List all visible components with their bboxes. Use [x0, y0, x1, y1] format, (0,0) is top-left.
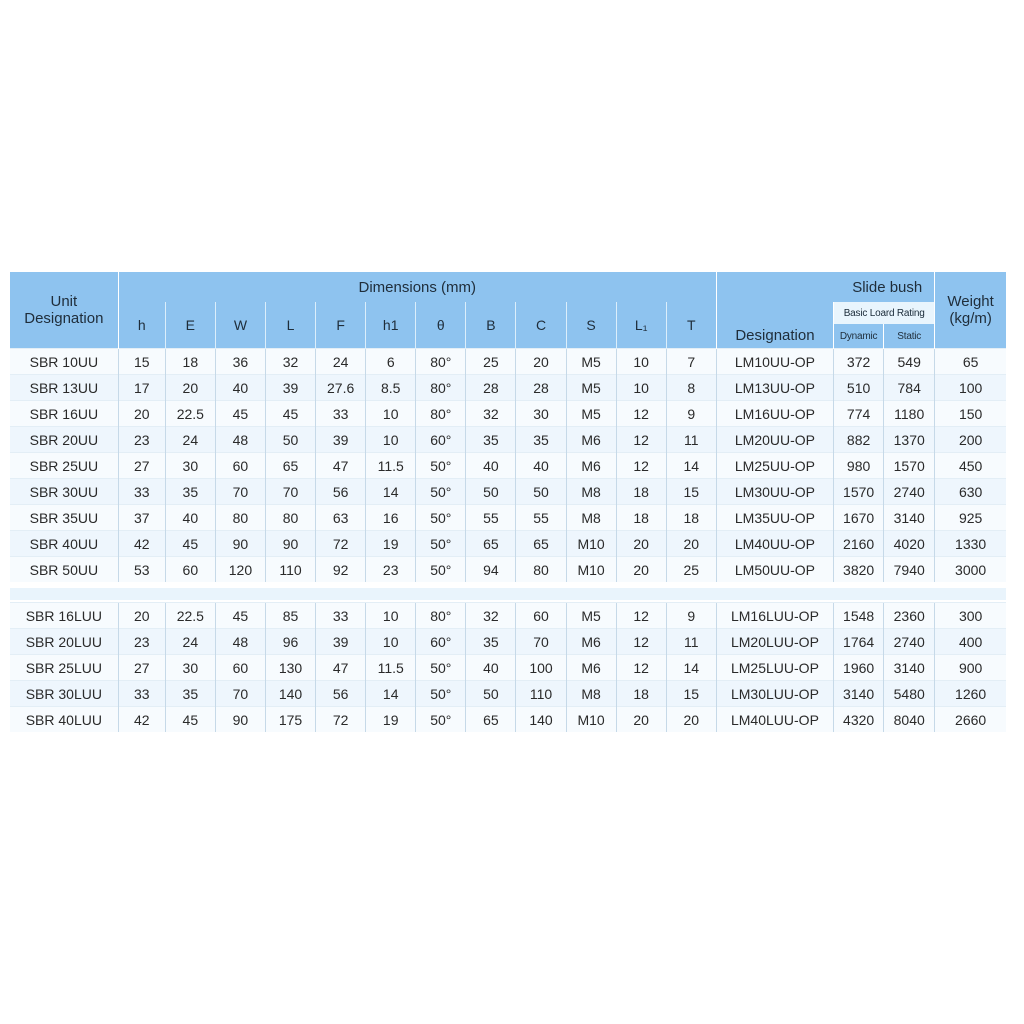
- f-cell: 39: [316, 427, 366, 453]
- l-cell: 80: [265, 505, 315, 531]
- designation-cell: LM35UU-OP: [716, 505, 833, 531]
- static-cell: 549: [884, 349, 935, 375]
- h-cell: 37: [118, 505, 165, 531]
- table-row: [10, 681, 1006, 707]
- t-cell: 9: [666, 603, 716, 629]
- l1-cell: 12: [616, 453, 666, 479]
- c-cell: 35: [516, 427, 566, 453]
- b-cell: 25: [466, 349, 516, 375]
- dynamic-cell: 2160: [834, 531, 884, 557]
- table-row: [10, 531, 1006, 557]
- l-cell: 130: [265, 655, 315, 681]
- s-cell: M5: [566, 401, 616, 427]
- dimensions-header: Dimensions (mm): [118, 272, 716, 302]
- group-gap-cell: [10, 582, 1006, 603]
- unit-cell: SBR 30LUU: [10, 681, 118, 707]
- s-cell: M10: [566, 557, 616, 583]
- unit-cell: SBR 20UU: [10, 427, 118, 453]
- w-cell: 80: [215, 505, 265, 531]
- w-cell: 70: [215, 479, 265, 505]
- l-cell: 39: [265, 375, 315, 401]
- f-cell: 92: [316, 557, 366, 583]
- table-row: [10, 557, 1006, 583]
- t-cell: 14: [666, 655, 716, 681]
- h1-cell: 10: [366, 401, 416, 427]
- weight-cell: 300: [935, 603, 1006, 629]
- t-cell: 25: [666, 557, 716, 583]
- designation-cell: LM20UU-OP: [716, 427, 833, 453]
- unit-cell: SBR 10UU: [10, 349, 118, 375]
- table-row: [10, 707, 1006, 733]
- weight-cell: 65: [935, 349, 1006, 375]
- h-cell: 53: [118, 557, 165, 583]
- dynamic-cell: 4320: [834, 707, 884, 733]
- h1-cell: 14: [366, 479, 416, 505]
- slide-bush-header: Slide bush: [716, 272, 934, 302]
- c-cell: 40: [516, 453, 566, 479]
- c-cell: 65: [516, 531, 566, 557]
- b-cell: 50: [466, 681, 516, 707]
- dynamic-cell: 1548: [834, 603, 884, 629]
- dynamic-cell: 3140: [834, 681, 884, 707]
- w-cell: 36: [215, 349, 265, 375]
- dynamic-header: Dynamic: [834, 324, 884, 349]
- h-cell: 15: [118, 349, 165, 375]
- w-cell: 120: [215, 557, 265, 583]
- e-cell: 45: [165, 707, 215, 733]
- e-cell: 22.5: [165, 401, 215, 427]
- b-cell: 40: [466, 453, 516, 479]
- b-cell: 55: [466, 505, 516, 531]
- col-l1-header: L₁: [616, 302, 666, 349]
- e-cell: 24: [165, 427, 215, 453]
- col-b-header: B: [466, 302, 516, 349]
- l1-cell: 20: [616, 707, 666, 733]
- e-cell: 60: [165, 557, 215, 583]
- spec-table: [10, 272, 1006, 732]
- theta-cell: 50°: [416, 531, 466, 557]
- col-h-header: h: [118, 302, 165, 349]
- s-cell: M10: [566, 531, 616, 557]
- unit-cell: SBR 25LUU: [10, 655, 118, 681]
- table-body: [10, 349, 1006, 733]
- designation-cell: LM25UU-OP: [716, 453, 833, 479]
- h1-cell: 10: [366, 427, 416, 453]
- h-cell: 27: [118, 453, 165, 479]
- h-cell: 20: [118, 401, 165, 427]
- l-cell: 175: [265, 707, 315, 733]
- unit-designation-line2: Designation: [24, 310, 104, 327]
- weight-cell: 200: [935, 427, 1006, 453]
- b-cell: 28: [466, 375, 516, 401]
- h1-cell: 16: [366, 505, 416, 531]
- designation-cell: LM30UU-OP: [716, 479, 833, 505]
- static-cell: 3140: [884, 505, 935, 531]
- unit-cell: SBR 13UU: [10, 375, 118, 401]
- table-row: [10, 655, 1006, 681]
- e-cell: 20: [165, 375, 215, 401]
- f-cell: 27.6: [316, 375, 366, 401]
- unit-cell: SBR 35UU: [10, 505, 118, 531]
- h1-cell: 14: [366, 681, 416, 707]
- static-cell: 1370: [884, 427, 935, 453]
- e-cell: 35: [165, 479, 215, 505]
- c-cell: 50: [516, 479, 566, 505]
- weight-cell: 630: [935, 479, 1006, 505]
- theta-cell: 50°: [416, 453, 466, 479]
- f-cell: 72: [316, 707, 366, 733]
- h1-cell: 19: [366, 531, 416, 557]
- c-cell: 110: [516, 681, 566, 707]
- static-cell: 3140: [884, 655, 935, 681]
- dynamic-cell: 1764: [834, 629, 884, 655]
- static-cell: 1570: [884, 453, 935, 479]
- unit-cell: SBR 20LUU: [10, 629, 118, 655]
- s-cell: M10: [566, 707, 616, 733]
- unit-cell: SBR 16UU: [10, 401, 118, 427]
- theta-cell: 80°: [416, 349, 466, 375]
- dynamic-cell: 980: [834, 453, 884, 479]
- unit-cell: SBR 40UU: [10, 531, 118, 557]
- designation-cell: LM13UU-OP: [716, 375, 833, 401]
- weight-cell: 100: [935, 375, 1006, 401]
- h-cell: 42: [118, 707, 165, 733]
- theta-cell: 50°: [416, 557, 466, 583]
- h-cell: 23: [118, 629, 165, 655]
- f-cell: 56: [316, 681, 366, 707]
- t-cell: 9: [666, 401, 716, 427]
- h1-cell: 8.5: [366, 375, 416, 401]
- static-cell: 1180: [884, 401, 935, 427]
- b-cell: 94: [466, 557, 516, 583]
- col-t-header: T: [666, 302, 716, 349]
- w-cell: 70: [215, 681, 265, 707]
- t-cell: 11: [666, 629, 716, 655]
- weight-line1: Weight: [947, 293, 994, 310]
- dynamic-cell: 882: [834, 427, 884, 453]
- l1-cell: 12: [616, 655, 666, 681]
- static-cell: 5480: [884, 681, 935, 707]
- l-cell: 96: [265, 629, 315, 655]
- w-cell: 90: [215, 707, 265, 733]
- c-cell: 20: [516, 349, 566, 375]
- weight-cell: 2660: [935, 707, 1006, 733]
- designation-header: Designation: [716, 302, 833, 349]
- h1-cell: 11.5: [366, 655, 416, 681]
- t-cell: 7: [666, 349, 716, 375]
- e-cell: 35: [165, 681, 215, 707]
- unit-cell: SBR 40LUU: [10, 707, 118, 733]
- c-cell: 28: [516, 375, 566, 401]
- unit-designation-line1: Unit: [50, 293, 78, 310]
- col-w-header: W: [215, 302, 265, 349]
- w-cell: 48: [215, 629, 265, 655]
- t-cell: 11: [666, 427, 716, 453]
- f-cell: 56: [316, 479, 366, 505]
- static-cell: 7940: [884, 557, 935, 583]
- b-cell: 35: [466, 427, 516, 453]
- s-cell: M6: [566, 655, 616, 681]
- c-cell: 70: [516, 629, 566, 655]
- dynamic-cell: 1570: [834, 479, 884, 505]
- col-theta-header: θ: [416, 302, 466, 349]
- col-l-header: L: [265, 302, 315, 349]
- theta-cell: 80°: [416, 603, 466, 629]
- l1-cell: 18: [616, 479, 666, 505]
- col-h1-header: h1: [366, 302, 416, 349]
- theta-cell: 50°: [416, 655, 466, 681]
- f-cell: 72: [316, 531, 366, 557]
- t-cell: 15: [666, 479, 716, 505]
- table-header: [10, 272, 1006, 349]
- s-cell: M5: [566, 603, 616, 629]
- l-cell: 110: [265, 557, 315, 583]
- weight-cell: 400: [935, 629, 1006, 655]
- w-cell: 40: [215, 375, 265, 401]
- l1-cell: 18: [616, 681, 666, 707]
- h-cell: 23: [118, 427, 165, 453]
- l-cell: 65: [265, 453, 315, 479]
- l1-cell: 10: [616, 375, 666, 401]
- table-row: [10, 453, 1006, 479]
- e-cell: 30: [165, 655, 215, 681]
- unit-cell: SBR 25UU: [10, 453, 118, 479]
- theta-cell: 50°: [416, 707, 466, 733]
- w-cell: 60: [215, 453, 265, 479]
- theta-cell: 60°: [416, 629, 466, 655]
- l-cell: 85: [265, 603, 315, 629]
- t-cell: 14: [666, 453, 716, 479]
- c-cell: 30: [516, 401, 566, 427]
- t-cell: 15: [666, 681, 716, 707]
- theta-cell: 80°: [416, 375, 466, 401]
- f-cell: 47: [316, 655, 366, 681]
- theta-cell: 50°: [416, 681, 466, 707]
- f-cell: 39: [316, 629, 366, 655]
- b-cell: 65: [466, 531, 516, 557]
- l-cell: 70: [265, 479, 315, 505]
- theta-cell: 50°: [416, 505, 466, 531]
- h-cell: 27: [118, 655, 165, 681]
- h-cell: 33: [118, 479, 165, 505]
- h1-cell: 19: [366, 707, 416, 733]
- theta-cell: 50°: [416, 479, 466, 505]
- weight-cell: 1260: [935, 681, 1006, 707]
- l1-cell: 10: [616, 349, 666, 375]
- weight-cell: 3000: [935, 557, 1006, 583]
- table-row: [10, 375, 1006, 401]
- b-cell: 50: [466, 479, 516, 505]
- f-cell: 47: [316, 453, 366, 479]
- b-cell: 32: [466, 603, 516, 629]
- group-divider: [10, 588, 1006, 600]
- h-cell: 17: [118, 375, 165, 401]
- c-cell: 80: [516, 557, 566, 583]
- h1-cell: 11.5: [366, 453, 416, 479]
- table-row: [10, 349, 1006, 375]
- table-row: [10, 505, 1006, 531]
- w-cell: 48: [215, 427, 265, 453]
- c-cell: 60: [516, 603, 566, 629]
- e-cell: 30: [165, 453, 215, 479]
- l1-cell: 12: [616, 401, 666, 427]
- table-row: [10, 427, 1006, 453]
- col-c-header: C: [516, 302, 566, 349]
- w-cell: 45: [215, 603, 265, 629]
- t-cell: 20: [666, 707, 716, 733]
- col-e-header: E: [165, 302, 215, 349]
- weight-line2: (kg/m): [949, 310, 992, 327]
- l1-cell: 20: [616, 557, 666, 583]
- l-cell: 45: [265, 401, 315, 427]
- h1-cell: 10: [366, 603, 416, 629]
- dynamic-cell: 1670: [834, 505, 884, 531]
- w-cell: 60: [215, 655, 265, 681]
- e-cell: 45: [165, 531, 215, 557]
- l1-cell: 12: [616, 603, 666, 629]
- b-cell: 35: [466, 629, 516, 655]
- f-cell: 63: [316, 505, 366, 531]
- e-cell: 22.5: [165, 603, 215, 629]
- h-cell: 20: [118, 603, 165, 629]
- s-cell: M5: [566, 375, 616, 401]
- static-cell: 4020: [884, 531, 935, 557]
- designation-cell: LM40UU-OP: [716, 531, 833, 557]
- weight-header: [935, 272, 1006, 349]
- h1-cell: 23: [366, 557, 416, 583]
- theta-cell: 60°: [416, 427, 466, 453]
- dynamic-cell: 3820: [834, 557, 884, 583]
- table-row: [10, 401, 1006, 427]
- f-cell: 24: [316, 349, 366, 375]
- theta-cell: 80°: [416, 401, 466, 427]
- designation-cell: LM16LUU-OP: [716, 603, 833, 629]
- t-cell: 8: [666, 375, 716, 401]
- unit-cell: SBR 30UU: [10, 479, 118, 505]
- l-cell: 50: [265, 427, 315, 453]
- l1-cell: 18: [616, 505, 666, 531]
- designation-cell: LM25LUU-OP: [716, 655, 833, 681]
- designation-cell: LM40LUU-OP: [716, 707, 833, 733]
- s-cell: M6: [566, 629, 616, 655]
- unit-cell: SBR 50UU: [10, 557, 118, 583]
- basic-load-rating-header: Basic Loard Rating: [834, 302, 935, 324]
- l1-cell: 12: [616, 629, 666, 655]
- weight-cell: 450: [935, 453, 1006, 479]
- table-row: [10, 479, 1006, 505]
- c-cell: 55: [516, 505, 566, 531]
- l1-cell: 20: [616, 531, 666, 557]
- l-cell: 32: [265, 349, 315, 375]
- static-header: Static: [884, 324, 935, 349]
- s-cell: M8: [566, 505, 616, 531]
- l1-cell: 12: [616, 427, 666, 453]
- designation-cell: LM16UU-OP: [716, 401, 833, 427]
- designation-cell: LM30LUU-OP: [716, 681, 833, 707]
- table-row: [10, 629, 1006, 655]
- b-cell: 32: [466, 401, 516, 427]
- weight-cell: 900: [935, 655, 1006, 681]
- b-cell: 40: [466, 655, 516, 681]
- s-cell: M5: [566, 349, 616, 375]
- f-cell: 33: [316, 401, 366, 427]
- designation-cell: LM10UU-OP: [716, 349, 833, 375]
- e-cell: 40: [165, 505, 215, 531]
- w-cell: 45: [215, 401, 265, 427]
- e-cell: 24: [165, 629, 215, 655]
- static-cell: 8040: [884, 707, 935, 733]
- static-cell: 2740: [884, 629, 935, 655]
- static-cell: 2360: [884, 603, 935, 629]
- f-cell: 33: [316, 603, 366, 629]
- c-cell: 140: [516, 707, 566, 733]
- e-cell: 18: [165, 349, 215, 375]
- unit-cell: SBR 16LUU: [10, 603, 118, 629]
- s-cell: M8: [566, 681, 616, 707]
- t-cell: 20: [666, 531, 716, 557]
- unit-designation-header: [10, 272, 118, 349]
- weight-cell: 1330: [935, 531, 1006, 557]
- designation-cell: LM20LUU-OP: [716, 629, 833, 655]
- s-cell: M8: [566, 479, 616, 505]
- col-s-header: S: [566, 302, 616, 349]
- dynamic-cell: 372: [834, 349, 884, 375]
- c-cell: 100: [516, 655, 566, 681]
- h1-cell: 10: [366, 629, 416, 655]
- designation-cell: LM50UU-OP: [716, 557, 833, 583]
- l-cell: 90: [265, 531, 315, 557]
- h-cell: 33: [118, 681, 165, 707]
- dynamic-cell: 510: [834, 375, 884, 401]
- dynamic-cell: 1960: [834, 655, 884, 681]
- weight-cell: 925: [935, 505, 1006, 531]
- group-gap: [10, 582, 1006, 603]
- w-cell: 90: [215, 531, 265, 557]
- s-cell: M6: [566, 427, 616, 453]
- h1-cell: 6: [366, 349, 416, 375]
- dynamic-cell: 774: [834, 401, 884, 427]
- static-cell: 784: [884, 375, 935, 401]
- weight-cell: 150: [935, 401, 1006, 427]
- t-cell: 18: [666, 505, 716, 531]
- table-row: [10, 603, 1006, 629]
- l-cell: 140: [265, 681, 315, 707]
- b-cell: 65: [466, 707, 516, 733]
- static-cell: 2740: [884, 479, 935, 505]
- col-f-header: F: [316, 302, 366, 349]
- s-cell: M6: [566, 453, 616, 479]
- h-cell: 42: [118, 531, 165, 557]
